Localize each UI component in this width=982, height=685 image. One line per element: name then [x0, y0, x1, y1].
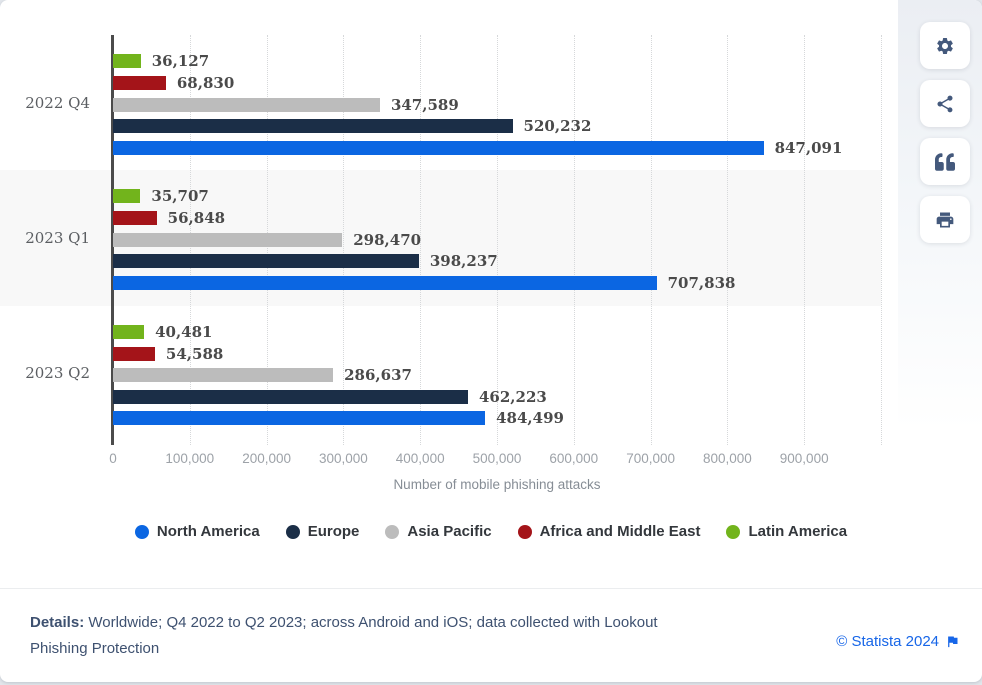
value-label: 40,481: [155, 322, 213, 341]
value-label: 484,499: [496, 409, 564, 428]
gridline: [804, 35, 805, 445]
value-label: 462,223: [478, 387, 547, 406]
legend-dot: [135, 525, 149, 539]
settings-button[interactable]: [920, 22, 970, 69]
legend-label: North America: [156, 523, 260, 540]
cite-button[interactable]: [920, 138, 970, 185]
legend-label: Asia Pacific: [407, 523, 492, 540]
x-tick-label: 400,000: [395, 451, 445, 466]
value-label: 520,232: [523, 117, 592, 135]
bar-north-america: [113, 276, 657, 290]
legend-dot: [726, 525, 740, 539]
footer-divider: [0, 588, 982, 589]
share-icon: [935, 94, 955, 114]
flag-icon: [945, 634, 960, 649]
print-button[interactable]: [920, 196, 970, 243]
bar-north-america: [113, 411, 485, 425]
bar-latin-america: [113, 325, 144, 339]
gridline: [651, 35, 652, 445]
category-label: 2023 Q1: [25, 228, 90, 247]
share-button[interactable]: [920, 80, 970, 127]
bar-africa-and-middle-east: [113, 347, 155, 361]
x-tick-label: 900,000: [779, 451, 829, 466]
value-label: 68,830: [176, 74, 235, 92]
gridline: [574, 35, 575, 445]
details-text: [30, 610, 670, 662]
legend-item: [135, 523, 260, 540]
legend-item: [286, 523, 360, 540]
toolbar: [920, 22, 970, 243]
x-tick-label: 300,000: [318, 451, 368, 466]
legend-item: [518, 523, 701, 540]
statista-link[interactable]: © Statista 2024: [836, 633, 939, 650]
gridline: [727, 35, 728, 445]
x-tick-label: 800,000: [702, 451, 752, 466]
legend-label: Latin America: [748, 523, 848, 540]
gridline: [497, 35, 498, 445]
value-label: 286,637: [344, 366, 412, 385]
x-tick-label: 100,000: [165, 451, 215, 466]
details-label: Details:: [30, 614, 85, 631]
legend-dot: [286, 525, 300, 539]
statista-copyright: [836, 633, 960, 650]
x-tick-label: 0: [109, 451, 117, 466]
legend-dot: [518, 525, 532, 539]
legend-dot: [385, 525, 399, 539]
value-label: 347,589: [390, 95, 459, 114]
x-tick-label: 700,000: [626, 451, 675, 466]
category-label: 2022 Q4: [25, 93, 90, 112]
value-label: 398,237: [429, 252, 498, 271]
bar-asia-pacific: [113, 98, 380, 112]
details-body: Worldwide; Q4 2022 to Q2 2023; across Android and iOS; data collected with Lookout Phishing Protection: [30, 614, 658, 657]
value-label: 56,848: [167, 209, 226, 228]
x-tick-label: 200,000: [242, 451, 291, 466]
bar-europe: [113, 254, 419, 268]
bar-latin-america: [113, 189, 140, 203]
bar-europe: [113, 119, 513, 133]
legend-item: [726, 523, 847, 540]
gear-icon: [935, 36, 955, 56]
legend-label: Europe: [307, 523, 360, 540]
gridline: [881, 35, 882, 445]
value-label: 36,127: [151, 52, 210, 70]
bar-asia-pacific: [113, 368, 333, 382]
chart-legend: [0, 523, 982, 540]
printer-icon: [935, 210, 955, 230]
value-label: 298,470: [353, 230, 422, 249]
bar-north-america: [113, 141, 764, 155]
quote-icon: [935, 152, 955, 172]
legend-label: Africa and Middle East: [539, 523, 701, 540]
bar-europe: [113, 390, 468, 404]
x-axis-title: Number of mobile phishing attacks: [393, 477, 601, 492]
bar-latin-america: [113, 54, 141, 68]
x-tick-label: 500,000: [472, 451, 522, 466]
bar-africa-and-middle-east: [113, 211, 157, 225]
value-label: 54,588: [165, 344, 224, 363]
bar-asia-pacific: [113, 233, 342, 247]
value-label: 847,091: [774, 138, 843, 157]
value-label: 35,707: [151, 187, 209, 206]
category-label: 2023 Q2: [25, 364, 90, 383]
x-tick-label: 600,000: [549, 451, 599, 466]
legend-item: [385, 523, 491, 540]
value-label: 707,838: [667, 273, 736, 292]
bar-africa-and-middle-east: [113, 76, 166, 90]
